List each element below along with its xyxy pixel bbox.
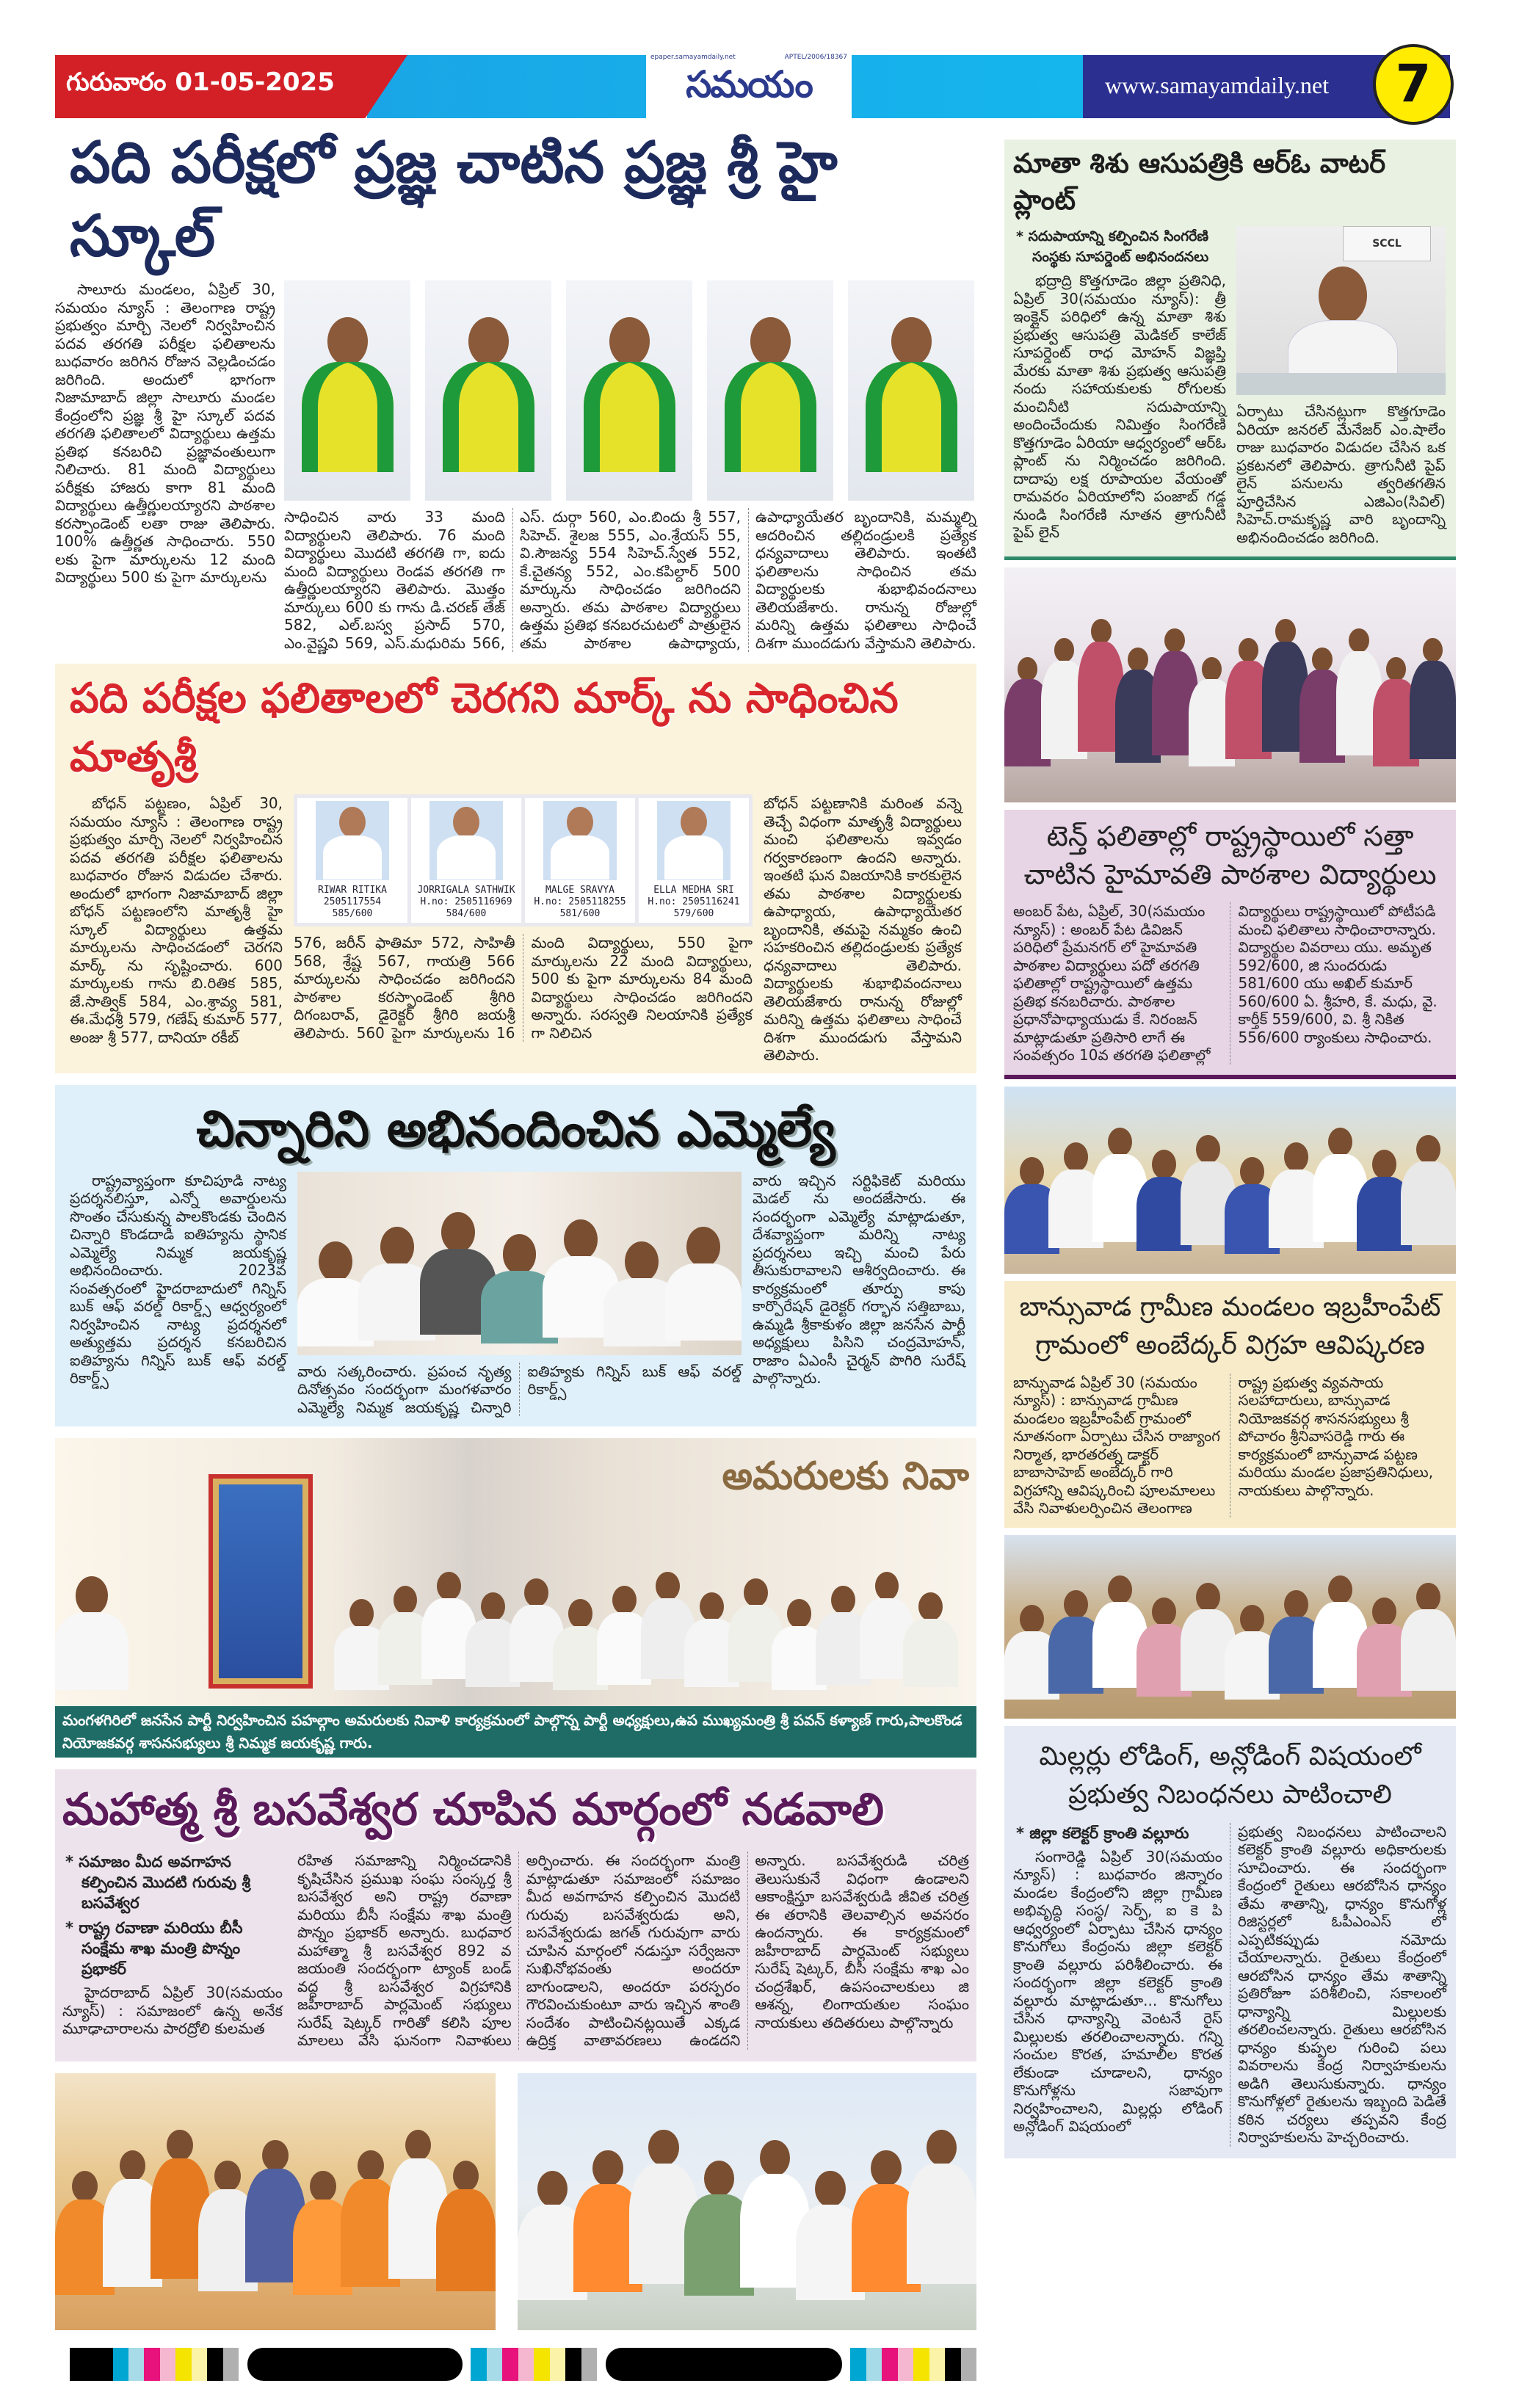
person-figure xyxy=(725,317,816,501)
article-body-middle: వారు సత్కరించారు. ప్రపంచ నృత్య దినోత్సవం సందర్భంగా మంగళవారం ఎమ్మెల్యే నిమ్మక జయకృష్ణ చిన్నారి ఐతిహ్యకు గిన్నిస్ బుక్ ఆఫ్ వరల్డ్ రికార్డ్స్ xyxy=(297,1362,742,1416)
sccl-sign: SCCL xyxy=(1343,226,1431,261)
article-body-right: బోధన్ పట్టణానికి మరింత వన్నె తెచ్చే విధంగా మాతృశ్రీ విద్యార్థులు మంచి ఫలితాలను ఇవ్వడం గర్వకారణంగా ఉందని అన్నారు. ఇంతటి ఘన విజయానికి కారకులైన తమ పాఠశాల విద్యార్థులకు ఉపాధ్యాయ, ఉపాధ్యాయేతర బృందానికి, తమపై నమ్మకం ఉంచి సహకరించిన తల్లిదండ్రులకు ప్రత్యేక ధన్యవాదాలు తెలిపారు. విద్యార్థులకు శుభాభివందనాలు తెలియజేశారు రానున్న రోజుల్లో మరిన్ని ఉత్తమ ఫలితాలు సాధించే దిశగా ముందడుగు వేస్తామని తెలిపారు. xyxy=(764,794,962,1064)
student-photos-row xyxy=(284,280,976,501)
person-figure xyxy=(323,807,382,880)
article-body-middle: 576, జరీన్ ఫాతిమా 572, సాహితీ 568, శ్రేష్ట 567, గాయత్రి 566 మార్కులను సాధించడం జరిగిందని పాఠశాల కరస్పాండెంట్ శ్రీగిరి దిగంబరావ్, డైరెక్టర్ శ్రీగిరి జయశ్రీ తెలిపారు. 560 పైగా మార్కులను 16 మంది విద్యార్థులు, 550 పైగా మార్కులను 22 మంది విద్యార్థులు, 500 కు పైగా మార్కులను 84 మంది విద్యార్థులు సాధించడం జరిగిందని అన్నారు. సరస్వతి నిలయానికి ప్రత్యేక గా నిలిచిన xyxy=(294,934,753,1042)
person-figure xyxy=(437,807,496,880)
person-figure xyxy=(907,2130,976,2330)
article-intro: హైదరాబాద్ ఏప్రిల్ 30(సమయం న్యూస్) : సమాజంలో ఉన్న అనేక మూఢాచారాలను పారద్రోలి కులమత xyxy=(62,1984,283,2037)
basaveshwara-statue-photo xyxy=(518,2073,976,2330)
student-id-photos: RIWAR RITIKA 2505117554 585/600 JORRIGALA SATHWIK H.no: 2505116969 584/600 MALGE SRAVYA H.no: 2505118255 581/600 ELLA MEDHA SRI H.no: 2505116241 579/600 xyxy=(294,794,753,926)
article-mla-felicitation xyxy=(55,1085,976,1427)
headline-haimavathi: టెన్త్ ఫలితాల్లో రాష్ట్రస్థాయిలో సత్తా చాటిన హైమావతి పాఠశాల విద్యార్థులు xyxy=(1023,820,1437,891)
article-pragna-sri xyxy=(55,126,976,652)
person-figure xyxy=(1410,638,1456,802)
id-photo xyxy=(316,801,389,880)
person-figure xyxy=(664,807,723,880)
portrait-frame xyxy=(213,1479,308,1684)
person-figure xyxy=(866,317,957,501)
headline-pragna-sri: పది పరీక్షలో ప్రజ్ఞ చాటిన ప్రజ్ఞ శ్రీ హై స్కూల్ xyxy=(70,130,838,269)
left-column xyxy=(55,126,976,2381)
person-figure xyxy=(1401,1135,1456,1274)
bullet-item: * సమాజం మీద అవగాహన కల్పించిన మొదటి గురువు శ్రీ బసవేశ్వర xyxy=(65,1853,251,1912)
person-figure xyxy=(1401,1583,1456,1719)
newspaper-logo: epaper.samayamdaily.net APTEL/2006/18367 సమయం xyxy=(646,51,852,120)
student-photo xyxy=(284,280,410,501)
article-body: బాన్సువాడ ఏప్రిల్ 30 (సమయం న్యూస్) : బాన్సువాడ గ్రామీణ మండలం ఇబ్రహీంపేట్ గ్రామంలో నూతనంగా ఏర్పాటు చేసిన రాజ్యాంగ నిర్మాత, భారతరత్న డాక్టర్ బాబాసాహెబ్ అంబేద్కర్ గారి విగ్రహాన్ని ఆవిష్కరించి పూలమాలలు వేసి నివాళులర్పించిన తెలంగాణ రాష్ట్ర ప్రభుత్వ వ్యవసాయ సలహాదారులు, బాన్సువాడ నియోజకవర్గ శాసనసభ్యులు శ్రీ పోచారం శ్రీనివాసరెడ్డి గారు ఈ కార్యక్రమంలో బాన్సువాడ పట్టణ మరియు మండల ప్రజాప్రతినిధులు, నాయకులు పాల్గొన్నారు. xyxy=(1013,1373,1434,1517)
article-ambedkar-statue xyxy=(1004,1281,1456,1528)
article-body-right: ప్రభుత్వ నిబంధనలు పాటించాలని కలెక్టర్ క్రాంతి వల్లూరు అధికారులకు సూచించారు. ఈ సందర్భంగా కేంద్రంలో రైతులు ఆరబోసిన ధాన్యం తేమ శాతాన్ని, ధాన్యం కొనుగోళ్ల రిజిస్టర్లలో ఓపీఎంఎస్ లో ఎప్పటికప్పుడు నమోదు చేయాలన్నారు. రైతులు కేంద్రంలో ఆరబోసిన ధాన్యం తేమ శాతాన్ని ప్రతిరోజూ పరిశీలించి, సకాలంలో ధాన్యాన్ని మిల్లులకు తరలించలన్నారు. రైతులు ఆరబోసిన ధాన్యం కుప్పల గురించి పలు వివరాలను కేంద్ర నిర్వాహకులను అడిగి తెలుసుకున్నారు. ధాన్యం కొనుగోళ్లలో రైతులను ఇబ్బంది పెడితే కఠిన చర్యలు తప్పవని కేంద్ర నిర్వాహకులను హెచ్చరించారు. xyxy=(1238,1822,1446,2146)
article-millers-rules xyxy=(1004,1726,1456,2158)
headline-matrusri: పది పరీక్షల ఫలితాలలో చెరగని మార్క్ ను సాధించిన మాతృశ్రీ xyxy=(70,675,899,781)
person-figure xyxy=(55,1576,128,1706)
subhead-bullet: * సదుపాయాన్ని కల్పించిన సింగరేణి సంస్థకు సూపర్డెంట్ అభినందనలు xyxy=(1016,228,1209,265)
article-basaveshwara xyxy=(55,1769,976,2061)
ambedkar-statue-event-photo xyxy=(1004,1087,1456,1274)
id-photo xyxy=(543,801,617,880)
person-figure xyxy=(551,807,609,880)
article-ro-water-plant xyxy=(1004,139,1456,560)
id-photo xyxy=(657,801,731,880)
official-photo xyxy=(1236,226,1446,395)
school-event-photo xyxy=(1004,567,1456,802)
student-photo xyxy=(566,280,692,501)
article-body-left: రాష్ట్రవ్యాప్తంగా కూచిపూడి నాట్య ప్రదర్శనలిస్తూ, ఎన్నో అవార్డులను సొంతం చేసుకున్న పాలకొండకు చెందిన చిన్నారి కొండదాడి ఐతిహ్యను స్థానిక ఎమ్మెల్యే నిమ్మక జయకృష్ణ అభినందించారు. 2023వ సంవత్సరంలో హైదరాబాదులో గిన్నిస్ బుక్ ఆఫ్ వరల్డ్ రికార్డ్స్ ఆధ్వర్యంలో నిర్వహించిన నాట్య ప్రదర్శనలో అత్యుత్తమ ప్రదర్శన కనబరిచిన ఐతిహ్యను గిన్నిస్ బుక్ ఆఫ్ వరల్డ్ రికార్డ్స్ xyxy=(70,1171,286,1387)
subhead-bullets xyxy=(62,1852,283,2038)
student-photo xyxy=(425,280,551,501)
person-figure xyxy=(436,2161,496,2330)
janasena-photo-block xyxy=(55,1438,976,1758)
right-column xyxy=(1004,139,1456,2158)
backdrop-text: అమరులకు నివా xyxy=(722,1454,969,1498)
student-photo xyxy=(848,280,974,501)
article-pragna-sri-continued: సాధించిన వారు 33 మంది విద్యార్థులని తెలిపారు. 76 మంది విద్యార్థులు మొదటి తరగతి గా, ఐదు మంది విద్యార్థులు రెండవ తరగతి గా ఉత్తీర్ణులయ్యారని తెలిపారు. మొత్తం మార్కులు 600 కు గాను డి.చరణ్ తేజ్ 582, ఎల్.బస్వ ప్రసాద్ 570, ఎం.వైష్ణవి 569, ఎస్.మధురిమ 566, ఎస్. దుర్గా 560, ఎం.బిందు శ్రీ 557, సిహెచ్. శైలజ 555, ఎం.శ్రేయస్ 55, వి.సౌజన్య 554 సిహెచ్.స్వేత 552, కే.చైతన్య 552, ఎం.కపిల్దార్ 500 మార్కును సాధించడం జరిగిందని అన్నారు. తమ పాఠశాల విద్యార్థులు ఉత్తమ ప్రతిభ కనబరచుటలో పాత్రులైన తమ పాఠశాల ఉపాధ్యాయ, ఉపాధ్యాయేతర బృందానికి, మమ్మల్ని ఆదరించిన తల్లిదండ్రులకి ప్రత్యేక ధన్యవాదాలు తెలిపారు. ఇంతటి ఫలితాలను సాధించిన తమ విద్యార్థులకు శుభాభివందనాలు తెలియజేశారు. రానున్న రోజుల్లో మరిన్ని ఉత్తమ ఫలితాలు సాధించే దిశగా ముందడుగు వేస్తామని తెలిపారు. xyxy=(284,508,976,652)
mla-group-photo xyxy=(297,1172,742,1355)
headline-ambedkar: బాన్సువాడ గ్రామీణ మండలం ఇబ్రహీంపేట్ గ్రామంలో అంబేద్కర్ విగ్రహ ఆవిష్కరణ xyxy=(1019,1291,1441,1360)
article-body: రహిత సమాజాన్ని నిర్మించడానికి కృషిచేసిన ప్రముఖ సంఘ సంస్కర్త శ్రీ బసవేశ్వర అని రాష్ట్ర రవాణా మరియు బీసీ సంక్షేమ శాఖ మంత్రి పొన్నం ప్రభాకర్ అన్నారు. బుధవార మహాత్మా శ్రీ బసవేశ్వర 892 వ జయంతి సందర్భంగా ట్యాంక్ బండ్ వద్ద శ్రీ బసవేశ్వర విగ్రహానికి జహీరాబాద్ పార్లమెంట్ సభ్యులు సురేష్ షెట్కర్ గారితో కలిసి పూల మాలలు వేసి ఘనంగా నివాళులు అర్పించారు. ఈ సందర్భంగా మంత్రి మాట్లాడుతూ సమాజంలో సమాజం మీద అవగాహన కల్పించిన మొదటి గురువు బసవేశ్వరుడు అని, బసవేశ్వరుడు జగత్ గురువుగా వారు చూపిన మార్గంలో నడుస్తూ సర్వేజనా సుఖినోభవంతు అందరూ బాగుండాలని, అందరూ పరస్పరం గౌరవించుకుంటూ వారు ఇచ్చిన శాంతి సందేశం పాటించినట్లయితే ఎక్కడ ఉద్రిక్త వాతావరణలు ఉండదని అన్నారు. బసవేశ్వరుడి చరిత్ర తెలుసుకునే విధంగా ఉండాలని ఆకాంక్షిస్తూ బసవేశ్వరుడి జీవిత చరిత్ర ఈ తరానికి తెలవాల్సిన అవసరం ఉందన్నారు. ఈ కార్యక్రమంలో జహీరాబాద్ పార్లమెంట్ సభ్యులు సురేష్ షెట్కర్, బీసీ సంక్షేమ శాఖ ఎం చంద్రశేఖర్, ఉపసంచాలకులు జి ఆశన్న, లింగాయతుల సంఘం నాయకులు తదితరులు పాల్గొన్నారు xyxy=(297,1852,969,2049)
basaveshwara-tribute-photo xyxy=(55,2073,496,2330)
person-figure xyxy=(665,1227,742,1355)
paddy-procurement-photo xyxy=(1004,1535,1456,1719)
headline-mla: చిన్నారిని అభినందించిన ఎమ్మెల్యే xyxy=(196,1100,835,1158)
person-figure xyxy=(302,317,394,501)
article-haimavathi-school xyxy=(1004,810,1456,1079)
subhead-bullet: * జిల్లా కలెక్టర్ క్రాంతి వల్లూరు xyxy=(1016,1824,1189,1842)
bullet-item: * రాష్ట్ర రవాణా మరియు బీసీ సంక్షేమ శాఖ మంత్రి పొన్నం ప్రభాకర్ xyxy=(65,1919,243,1978)
article-body-right: వారు ఇచ్చిన సర్టిఫికెట్ మరియు మెడల్ ను అందజేసారు. ఈ సందర్భంగా ఎమ్మెల్యే మాట్లాడుతూ, దేశవ్యాప్తంగా మరిన్ని నాట్య ప్రదర్శనలు ఇచ్చి మంచి పేరు తీసుకురావాలని ఆశీర్వదించారు. ఈ కార్యక్రమంలో తూర్పు కాపు కార్పొరేషన్ డైరెక్టర్ గర్భాన సత్తిబాబు, ఉమ్మడి శ్రీకాకుళం జిల్లా జనసేన పార్టీ అధ్యక్షులు పిసిని చంద్రమోహన్, రాజాం ఏఎంసీ చైర్మన్ పొగిరి సురేష్ పాల్గొన్నారు. xyxy=(753,1171,965,1387)
person-figure xyxy=(903,1592,958,1706)
article-body-left: సంగారెడ్డి ఏప్రిల్ 30(సమయం న్యూస్) : బుధవారం జిన్నారం మండల కేంద్రంలోని జిల్లా గ్రామీణ అభివృద్ధి సంస్థ/ సెర్ఫ్, ఐ కె పి ఆధ్వర్యంలో ఏర్పాటు చేసిన ధాన్యం కొనుగోలు కేంద్రంను జిల్లా కలెక్టర్ క్రాంతి వల్లూరు పరిశీలించారు. ఈ సందర్భంగా జిల్లా కలెక్టర్ క్రాంతి వల్లూరు మాట్లాడుతూ... కొనుగోలు చేసిన ధాన్యాన్ని వెంటనే రైస్ మిల్లులకు తరలించాలన్నారు. గన్ని సంచుల కొరత, హమాలీల కొరత లేకుండా చూడాలని, ధాన్యం కొనుగోళ్లను సజావుగా నిర్వహించాలని, మిల్లర్లు లోడింగ్ అన్లోడింగ్ విషయంలో xyxy=(1013,1847,1222,2135)
article-matrusri xyxy=(55,664,976,1073)
print-color-bar xyxy=(55,2348,976,2381)
article-body: అంబర్ పేట, ఏప్రిల్, 30(సమయం న్యూస్) : అంబర్ పేట డివిజన్ పరిధిలో ప్రేమనగర్ లో హైమావతి పాఠశాల విద్యార్థులు పదో తరగతి ఫలితాల్లో రాష్ట్రస్థాయిలో ఉత్తమ ప్రతిభ కనబరిచారు. పాఠశాల ప్రధానోపాధ్యాయుడు కే. నిరంజన్ మాట్లాడుతూ ప్రతిసారి లాగే ఈ సంవత్సరం 10వ తరగతి ఫలితాల్లో విద్యార్థులు రాష్ట్రస్థాయిలో పోటీపడి మంచి ఫలితాలు సాధించారాన్నారు. విద్యార్థుల వివరాలు యు. అమృత 592/600, జి సుందరుడు 581/600 యు అఖిల్ కుమార్ 560/600 ఏ. శ్రీహరి, కే. మధు, వై. కార్తీక్ 559/600, వి. శ్రీ నికిత 556/600 ర్యాంకులు సాధించారు. xyxy=(1013,902,1438,1064)
student-photo xyxy=(707,280,833,501)
id-photo xyxy=(429,801,503,880)
issue-date: గురువారం 01-05-2025 xyxy=(66,68,335,97)
article-body-left: బోధన్ పట్టణం, ఏప్రిల్ 30, సమయం న్యూస్ : తెలంగాణ రాష్ట్ర ప్రభుత్వం మార్చి నెలలో నిర్వహించిన పదవ తరగతి పరీక్షల ఫలితాలను బుధవారం రోజున విడుదల చేశారు. అందులో భాగంగా నిజామాబాద్ జిల్లా బోధన్ పట్టణంలోని మాతృశ్రీ హై స్కూల్ విద్యార్థులు ఉత్తమ మార్కులను సాధించడంలో చెరగని మార్క్ ను సృష్టించారు. 600 మార్కులకు గాను బి.రితిక 585, జే.సాత్విక్ 584, ఎం.శ్రావ్య 581, ఈ.మేధశ్రీ 579, గణేష్ కుమార్ 577, అంజు శ్రీ 577, దానియా రకీబ్ xyxy=(70,794,283,1046)
headline-basaveshwara: మహాత్మ శ్రీ బసవేశ్వర చూపిన మార్గంలో నడవాలి xyxy=(62,1784,884,1835)
headline-millers: మిల్లర్లు లోడింగ్, అన్లోడింగ్ విషయంలో ప్రభుత్వ నిబంధనలు పాటించాలి xyxy=(1039,1741,1421,1810)
headline-ro-water-plant: మాతా శిశు ఆసుపత్రికి ఆర్ఓ వాటర్ ప్లాంట్ xyxy=(1013,148,1386,216)
photo-caption: మంగళగిరిలో జనసేన పార్టీ నిర్వహించిన పహల్గాం అమరులకు నివాళి కార్యక్రమంలో పాల్గొన్న పార్టీ అధ్యక్షులు,ఉప ముఖ్యమంత్రి శ్రీ పవన్ కళ్యాణ్ గారు,పాలకొండ నియోజకవర్గ శాసనసభ్యులు శ్రీ నిమ్మక జయకృష్ణ గారు. xyxy=(55,1706,976,1758)
article-body-left: భద్రాద్రి కొత్తగూడెం జిల్లా ప్రతినిధి, ఏప్రిల్ 30(సమయం న్యూస్): త్రీ ఇంక్లైన్ పరిధిలో ఉన్న మాతా శిశు ప్రభుత్వ ఆసుపత్రి మెడికల్ కాలేజ్ సూపర్డెంట్ రాధ మోహన్ విజ్ఞప్తి మేరకు మాతా శిశు ప్రభుత్వ ఆసుపత్రి నందు సహాయకులకు రోగులకు మంచినీటి సదుపాయాన్ని అందించేందుకు నిమిత్తం సింగరేణి కొత్తగూడెం ఏరియా ఆధ్వర్యంలో ఆర్ఓ ప్లాంట్ ను నిర్మించడం జరిగింది. దాదాపు లక్ష రూపాయల వేయంతో రామవరం ఏరియాలోని పంజాబ్ గడ్డ నుండి సింగరేణి నూతన త్రాగునీటి పైప్ లైన్ xyxy=(1013,272,1226,541)
page-number: 7 xyxy=(1373,44,1454,125)
article-pragna-sri-intro: సాలూరు మండలం, ఏప్రిల్ 30, సమయం న్యూస్ : తెలంగాణ రాష్ట్ర ప్రభుత్వం మార్చి నెలలో నిర్వహించిన పదవ తరగతి పరీక్షల ఫలితాలను బుధవారం జరిగిన రోజున వెల్లడించడం జరిగింది. అందులో భాగంగా నిజామాబాద్ జిల్లా సాలూరు మండల కేంద్రంలోని ప్రజ్ఞ శ్రీ హై స్కూల్ పదవ తరగతి ఫలితాలలో విద్యార్థులు ఉత్తమ ప్రతిభ కనబరిచి ప్రజ్ఞావంతులుగా నిలిచారు. 81 మంది విద్యార్థులు పరీక్షకు హాజరు కాగా 81 మంది విద్యార్థులు ఉత్తీర్ణులయ్యారని పాఠశాల కరస్పాండెంట్ లతా రాజు తెలిపారు. 100% ఉత్తీర్ణత సాధించారు. 550 లకు పైగా మార్కులను 12 మంది విద్యార్థులు 500 కు పైగా మార్కులను xyxy=(55,280,275,586)
person-figure xyxy=(584,317,675,501)
janasena-tribute-photo xyxy=(55,1438,976,1706)
person-figure xyxy=(443,317,534,501)
website-url[interactable]: www.samayamdaily.net xyxy=(1105,72,1330,98)
article-body-right: ఏర్పాటు చేసినట్లుగా కొత్తగూడెం ఏరియా జనరల్ మేనేజర్ ఎం.షాలేం రాజు బుధవారం విడుదల చేసిన ఒక ప్రకటనలో తెలిపారు. త్రాగునీటి పైప్ లైన్ పనులను త్వరితగతిన పూర్తిచేసిన ఎజిఎం(సివిల్) సిహెచ్.రామకృష్ణ వారి బృందాన్ని అభినందించడం జరిగింది. xyxy=(1236,402,1446,546)
